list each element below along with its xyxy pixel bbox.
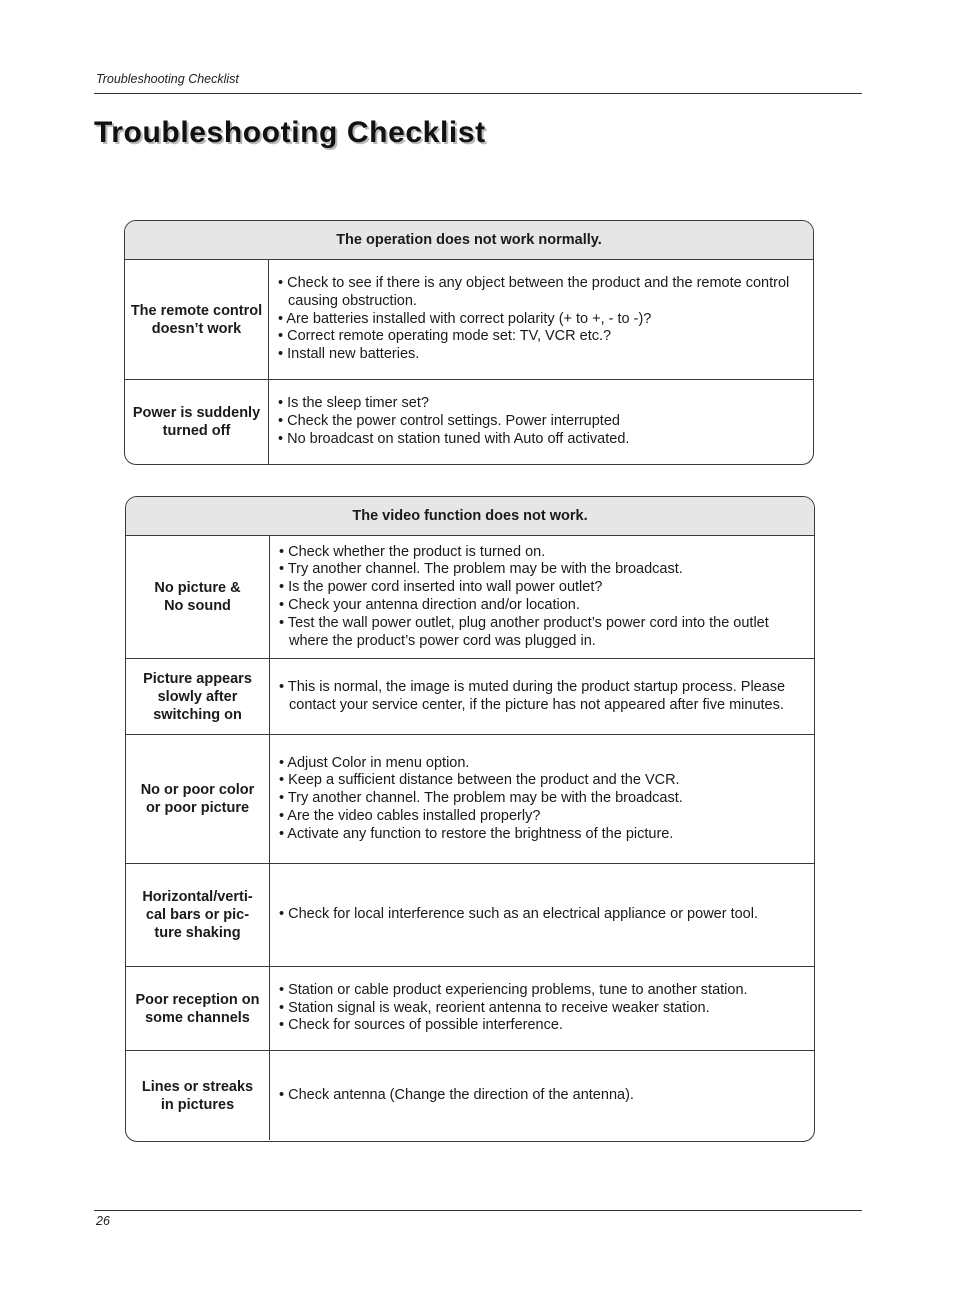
check-item: • Check whether the product is turned on. bbox=[279, 543, 546, 560]
check-list bbox=[270, 659, 814, 734]
check-item: • Station or cable product experiencing problems, tune to another station. bbox=[279, 981, 748, 998]
problem-label: Poor reception on some channels bbox=[126, 967, 270, 1050]
check-item: • Test the wall power outlet, plug another product’s power cord into the outlet where the product’s power cord was plugged in. bbox=[279, 614, 769, 649]
check-item: • Check the power control settings. Power interrupted bbox=[278, 413, 620, 430]
check-list bbox=[269, 380, 813, 464]
check-item: • Is the sleep timer set? bbox=[278, 395, 429, 412]
problem-label: No picture & No sound bbox=[126, 536, 270, 658]
check-item: • Install new batteries. bbox=[278, 346, 420, 363]
running-header: Troubleshooting Checklist bbox=[96, 72, 239, 86]
table-row bbox=[126, 659, 814, 735]
check-item: • Station signal is weak, reorient antenna to receive weaker station. bbox=[279, 999, 710, 1016]
table-row bbox=[126, 864, 814, 967]
page-title: Troubleshooting Checklist bbox=[94, 116, 486, 149]
check-item: • Check for local interference such as an electrical appliance or power tool. bbox=[279, 906, 758, 923]
problem-label: Power is suddenly turned off bbox=[125, 380, 269, 464]
check-item: • Is the power cord inserted into wall power outlet? bbox=[279, 579, 603, 596]
table-row bbox=[125, 260, 813, 380]
table-row bbox=[125, 380, 813, 464]
check-item: • Activate any function to restore the brightness of the picture. bbox=[279, 825, 674, 842]
operation-checklist-table bbox=[124, 220, 814, 465]
check-list bbox=[270, 536, 814, 658]
header-divider bbox=[94, 93, 862, 94]
check-item: • Adjust Color in menu option. bbox=[279, 754, 470, 771]
table-row bbox=[126, 967, 814, 1051]
table-row bbox=[126, 735, 814, 864]
table-title: The operation does not work normally. bbox=[125, 221, 813, 260]
problem-label: Picture appears slowly after switching on bbox=[126, 659, 270, 734]
table-row bbox=[126, 536, 814, 659]
check-item: • Correct remote operating mode set: TV, VCR etc.? bbox=[278, 328, 612, 345]
check-item: • Try another channel. The problem may be with the broadcast. bbox=[279, 790, 683, 807]
check-item: • Check for sources of possible interference. bbox=[279, 1017, 563, 1034]
table-row bbox=[126, 1051, 814, 1140]
check-item: • Check your antenna direction and/or location. bbox=[279, 597, 580, 613]
problem-label: The remote control doesn’t work bbox=[125, 260, 269, 379]
check-item: • This is normal, the image is muted during the product startup process. Please contact your service center, if the picture has not appeared after five minutes. bbox=[279, 678, 786, 713]
check-item: • Keep a sufficient distance between the product and the VCR. bbox=[279, 772, 680, 789]
footer-divider bbox=[94, 1210, 862, 1211]
check-list bbox=[270, 967, 814, 1050]
check-list bbox=[270, 1051, 814, 1140]
check-list bbox=[269, 260, 813, 379]
check-item: • Are batteries installed with correct polarity (+ to +, - to -)? bbox=[278, 310, 652, 327]
check-item: • No broadcast on station tuned with Auto off activated. bbox=[278, 430, 630, 447]
problem-label: Horizontal/verti- cal bars or pic- ture shaking bbox=[126, 864, 270, 966]
problem-label: Lines or streaks in pictures bbox=[126, 1051, 270, 1140]
check-item: • Check to see if there is any object between the product and the remote control causing obstruction. bbox=[278, 275, 790, 309]
check-list bbox=[270, 735, 814, 863]
table-title: The video function does not work. bbox=[126, 497, 814, 536]
check-item: • Are the video cables installed properly? bbox=[279, 807, 541, 824]
check-item: • Try another channel. The problem may be with the broadcast. bbox=[279, 561, 683, 578]
video-checklist-table bbox=[125, 496, 815, 1142]
page-number: 26 bbox=[96, 1214, 110, 1228]
check-item: • Check antenna (Change the direction of the antenna). bbox=[279, 1086, 634, 1103]
check-list bbox=[270, 864, 814, 966]
problem-label: No or poor color or poor picture bbox=[126, 735, 270, 863]
